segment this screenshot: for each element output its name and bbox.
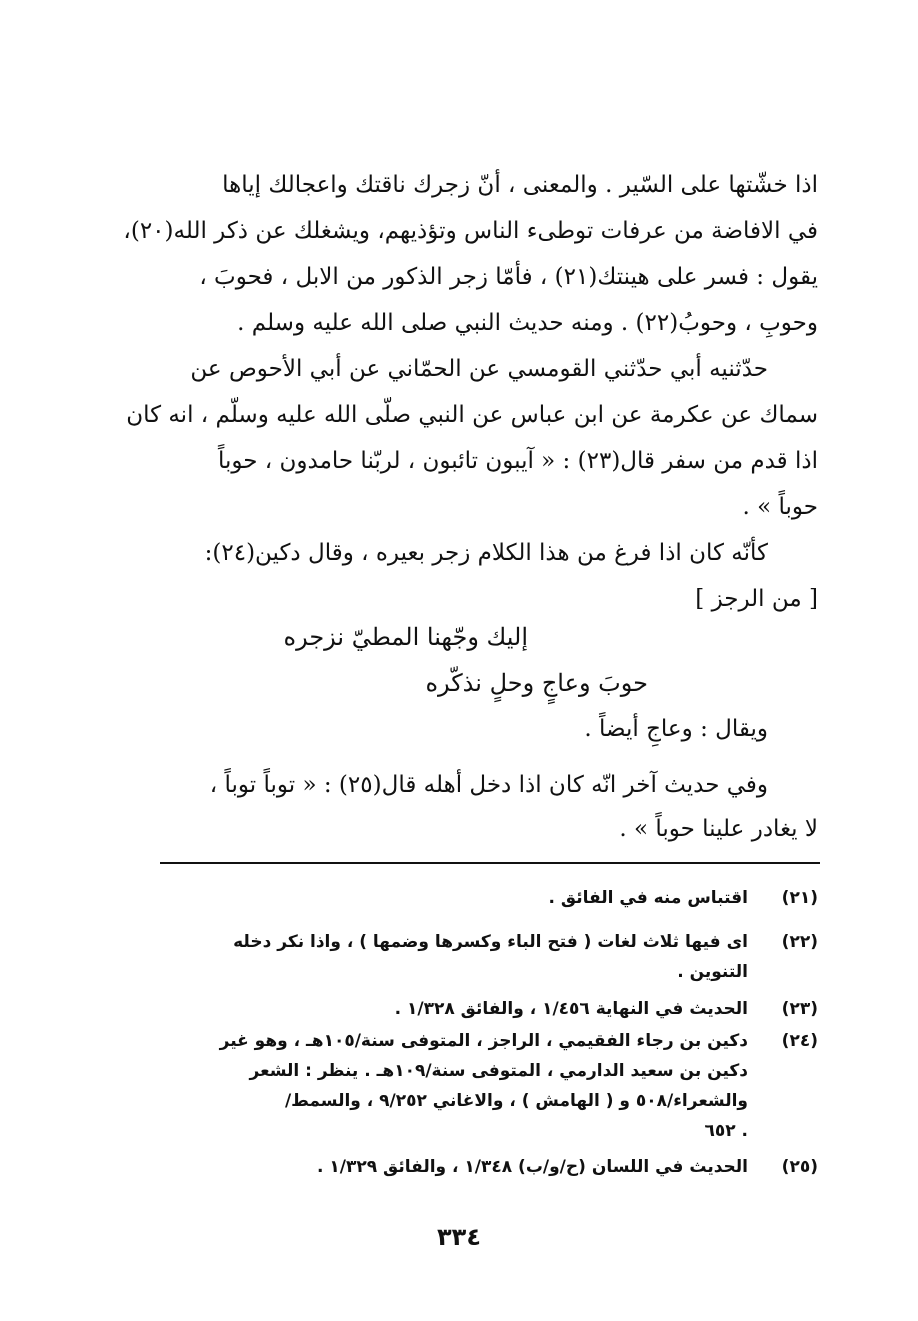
footnote-divider — [160, 862, 820, 864]
body-line: وحوبِ ، وحوبُ(٢٢) . ومنه حديث النبي صلى الله عليه وسلم . — [237, 310, 818, 336]
body-line: وفي حديث آخر انّه كان اذا دخل أهله قال(٢٥) : « توباً توباً ، — [209, 772, 768, 798]
footnote-number: (٢١) — [781, 888, 818, 908]
footnote-text: والشعراء/٥٠٨ و ( الهامش ) ، والاغاني ٩/٢٥٢ ، والسمط/ — [284, 1091, 748, 1111]
footnote-text: ٦٥٢ . — [704, 1121, 748, 1141]
footnote-text: دكين بن رجاء الفقيمي ، الراجز ، المتوفى سنة/١٠٥هـ ، وهو غير — [219, 1031, 748, 1051]
footnote-text: الحديث في النهاية ١/٤٥٦ ، والفائق ١/٣٢٨ . — [394, 999, 748, 1019]
footnote-text: دكين بن سعيد الدارمي ، المتوفى سنة/١٠٩هـ . ينظر : الشعر — [249, 1061, 748, 1081]
footnote-number: (٢٢) — [781, 932, 818, 952]
body-line: اذا قدم من سفر قال(٢٣) : « آيبون تائبون ، لربّنا حامدون ، حوباً — [217, 448, 818, 474]
rajaz-label: [ من الرجز ] — [695, 586, 818, 612]
body-line: ويقال : وعاجِ أيضاً . — [584, 716, 768, 742]
body-line: لا يغادر علينا حوباً » . — [619, 816, 818, 842]
body-line: حوباً » . — [742, 494, 818, 520]
footnote-number: (٢٤) — [781, 1031, 818, 1051]
body-line: في الافاضة من عرفات توطىء الناس وتؤذيهم، ويشغلك عن ذكر الله(٢٠)، — [123, 218, 818, 244]
body-line: حدّثنيه أبي حدّثني القومسي عن الحمّاني عن أبي الأحوص عن — [190, 356, 768, 382]
body-line: يقول : فسر على هينتك(٢١) ، فأمّا زجر الذكور من الابل ، فحوبَ ، — [199, 264, 818, 290]
footnote-text: اى فيها ثلاث لغات ( فتح الباء وكسرها وضمها ) ، واذا نكر دخله — [233, 932, 748, 952]
footnote-text: التنوين . — [677, 962, 748, 982]
body-line: سماك عن عكرمة عن ابن عباس عن النبي صلّى الله عليه وسلّم ، انه كان — [126, 402, 818, 428]
footnote-text: الحديث في اللسان (ح/و/ب) ١/٣٤٨ ، والفائق ١/٣٢٩ . — [316, 1157, 748, 1177]
body-line: كأنّه كان اذا فرغ من هذا الكلام زجر بعيره ، وقال دكين(٢٤): — [204, 540, 768, 566]
page-number: ٣٣٤ — [437, 1223, 481, 1251]
footnote-text: اقتباس منه في الفائق . — [548, 888, 748, 908]
footnote-number: (٢٣) — [781, 999, 818, 1019]
body-line: اذا خشّتها على السّير . والمعنى ، أنّ زجرك ناقتك واعجالك إياها — [222, 172, 818, 198]
verse-line: إليك وجّهنا المطيّ نزجره — [283, 623, 528, 651]
verse-line: حوبَ وعاجٍ وحلٍ نذكّره — [425, 669, 648, 697]
footnote-number: (٢٥) — [781, 1157, 818, 1177]
